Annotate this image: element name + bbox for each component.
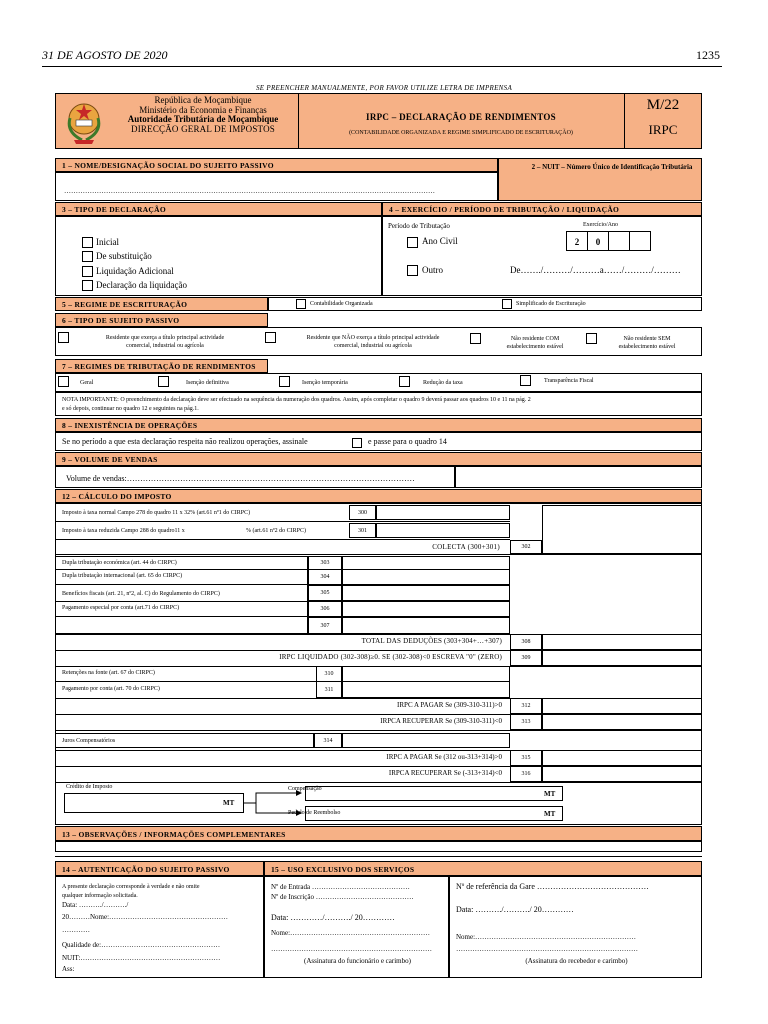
field-code-305: 305	[308, 585, 342, 601]
section-4-title: 4 – EXERCÍCIO / PERÍODO DE TRIBUTAÇÃO / LIQUIDAÇÃO	[389, 205, 620, 214]
section-8-header	[55, 418, 702, 432]
regime-definitive-exemption-checkbox[interactable]	[158, 376, 169, 387]
row-313-label: IRPCA RECUPERAR Se (309-310-311)<0	[380, 717, 502, 725]
value-303[interactable]	[342, 556, 510, 570]
regime-temporary-exemption-label: Isenção temporária	[302, 380, 348, 386]
tax-credit-field[interactable]	[64, 793, 244, 813]
regime-general-label: Geral	[80, 380, 94, 386]
authority-label: Autoridade Tributária de Moçambique	[127, 114, 279, 124]
page-date: 31 DE AGOSTO DE 2020	[42, 48, 168, 62]
organized-accounting-label: Contabilidade Organizada	[310, 301, 373, 307]
header-rule	[42, 66, 722, 67]
field-code-313: 313	[510, 714, 542, 730]
section-14-body	[55, 876, 264, 978]
value-312[interactable]	[542, 698, 702, 714]
authentication-name-cont: …………	[62, 926, 90, 934]
row-303-label: Dupla tributação económica (art. 44 do CIRPC)	[62, 560, 177, 566]
row-311-label: Pagamento por conta (art. 70 do CIRPC)	[62, 686, 160, 692]
section-3-header	[55, 202, 382, 216]
no-operations-next: e passe para o quadro 14	[368, 437, 447, 446]
important-note	[55, 392, 702, 416]
section-15-left	[264, 876, 449, 978]
decl-substitution-checkbox[interactable]	[82, 251, 93, 262]
year-digit[interactable]: 0	[587, 231, 609, 251]
value-305[interactable]	[342, 585, 510, 601]
value-304[interactable]	[342, 569, 510, 585]
instruction: SE PREENCHER MANUALMENTE, POR FAVOR UTILIZE LETRA DE IMPRENSA	[255, 84, 513, 92]
other-period-dates[interactable]: De……./………/………a……/………/………	[510, 265, 681, 275]
field-code-302: 302	[510, 540, 542, 554]
field-code-312: 312	[510, 698, 542, 714]
regime-temporary-exemption-checkbox[interactable]	[279, 376, 290, 387]
decl-substitution-label: De substituição	[96, 251, 152, 261]
section-5-title: 5 – REGIME DE ESCRITURAÇÃO	[62, 300, 188, 309]
row-302-label: COLECTA (300+301)	[432, 543, 500, 551]
sales-volume-label: Volume de vendas:………………………………………………………………………………………………	[66, 474, 415, 483]
form-title: IRPC – DECLARAÇÃO DE RENDIMENTOS	[366, 112, 556, 122]
section-15-header	[264, 861, 702, 876]
value-310[interactable]	[342, 666, 510, 682]
section-13-title: 13 – OBSERVAÇÕES / INFORMAÇÕES COMPLEMENTARES	[62, 830, 286, 839]
field-code-303: 303	[308, 556, 342, 570]
service-signature-line: ……………………………………………………………	[271, 945, 432, 953]
value-311[interactable]	[342, 681, 510, 698]
field-code-316: 316	[510, 766, 542, 782]
resident-noncommercial-checkbox[interactable]	[265, 332, 276, 343]
taxpayer-name-dots: ……………………………………………………………………………………………………………………………………………	[64, 187, 435, 195]
form-subtitle: (CONTABILIDADE ORGANIZADA E REGIME SIMPLIFICADO DE ESCRITURAÇÃO)	[349, 130, 573, 136]
section-9-header	[55, 452, 702, 466]
republic-label: República de Moçambique	[154, 95, 252, 105]
regime-transparency-label: Transparência Fiscal	[544, 378, 594, 384]
row-308-label: TOTAL DAS DEDUÇÕES (303+304+…+307)	[361, 637, 502, 645]
decl-additional-checkbox[interactable]	[82, 266, 93, 277]
section-1-title: 1 – NOME/DESIGNAÇÃO SOCIAL DO SUJEITO PASSIVO	[62, 161, 274, 170]
decl-liquidation-checkbox[interactable]	[82, 280, 93, 291]
tax-credit-label: Crédito de Imposto	[66, 784, 113, 790]
field-code-301: 301	[349, 523, 376, 538]
compensation-field[interactable]	[305, 786, 563, 801]
authentication-name[interactable]: 20………Nome:……………………………………………	[62, 913, 229, 921]
field-code-315: 315	[510, 750, 542, 766]
model-tax: IRPC	[648, 122, 678, 137]
section-15-title: 15 – USO EXCLUSIVO DOS SERVIÇOS	[271, 865, 415, 874]
section-15-right	[449, 876, 702, 978]
taxpayer-name-field[interactable]	[55, 172, 498, 201]
nonresident-with-label: Não residente COM estabelecimento estável	[506, 336, 564, 350]
section-3-title: 3 – TIPO DE DECLARAÇÃO	[62, 205, 166, 214]
field-code-314: 314	[314, 733, 342, 748]
currency-mt: MT	[544, 790, 556, 798]
refund-field[interactable]	[305, 806, 563, 821]
row-305-label: Benefícios fiscais (art. 21, nº2, al. C) do Regulamento do CIRPC)	[62, 591, 220, 597]
observations-field[interactable]	[55, 841, 702, 852]
section-4-header	[382, 202, 702, 216]
year-digit[interactable]	[608, 231, 630, 251]
entry-number[interactable]: Nº de Entrada ……………………………………	[271, 883, 410, 891]
value-315[interactable]	[542, 750, 702, 766]
authentication-signature[interactable]: Ass:	[62, 965, 75, 973]
regime-definitive-exemption-label: Isenção definitiva	[186, 380, 229, 386]
ministry-label: Ministério da Economia e Finanças	[139, 104, 267, 115]
row-315-label: IRPC A PAGAR Se (312 ou-313+314)>0	[386, 753, 502, 761]
service-date[interactable]: Data: …………/………./ 20…………	[271, 913, 395, 922]
row-312-label: IRPC A PAGAR Se (309-310-311)>0	[397, 701, 502, 709]
section-13-header	[55, 826, 702, 841]
value-300[interactable]	[376, 505, 510, 520]
directorate-label: DIRECÇÃO GERAL DE IMPOSTOS	[131, 123, 275, 134]
calendar-year-checkbox[interactable]	[407, 237, 418, 248]
refund-label: Pedido de Reembolso	[288, 810, 341, 816]
authentication-nuit[interactable]: NUIT:……………………………………………………	[62, 954, 221, 962]
row-301-suffix: % (art.61 nº2 do CIRPC)	[246, 528, 307, 534]
section-1-header	[55, 158, 498, 172]
receipt-date[interactable]: Data: ………./………./ 20…………	[456, 905, 574, 914]
official-signature-caption: (Assinatura do funcionário e carimbo)	[304, 957, 411, 965]
registration-number[interactable]: Nº de Inscrição ……………………………………	[271, 893, 414, 901]
authentication-date[interactable]: Data: ………./………./	[62, 901, 129, 909]
section-2-nuit[interactable]	[498, 158, 702, 201]
year-digits[interactable]	[566, 231, 651, 251]
row-306-label: Pagamento especial por conta (art.71 do CIRPC)	[62, 605, 180, 611]
value-302[interactable]	[542, 505, 702, 554]
field-code-304: 304	[308, 569, 342, 585]
section-7-title: 7 – REGIMES DE TRIBUTAÇÃO DE RENDIMENTOS	[62, 362, 256, 371]
organized-accounting-checkbox[interactable]	[296, 299, 306, 309]
other-period-checkbox[interactable]	[407, 265, 418, 276]
regime-transparency-checkbox[interactable]	[520, 375, 531, 386]
year-digit[interactable]: 2	[566, 231, 588, 251]
value-314[interactable]	[342, 733, 510, 748]
model-code: M/22	[646, 97, 680, 113]
resident-commercial-checkbox[interactable]	[58, 332, 69, 343]
field-code-307: 307	[308, 617, 342, 634]
page-number: 1235	[696, 48, 720, 62]
section-8-title: 8 – INEXISTÊNCIA DE OPERAÇÕES	[62, 421, 198, 430]
currency-mt: MT	[544, 810, 556, 818]
important-note-line-1: NOTA IMPORTANTE: O preenchimento da declaração deve ser efectuado na sequência da numeração dos quadros. Assim, após completar o quadro 9 deverá passar aos quadros 10 e 11 na pág. 2	[62, 397, 531, 403]
receiver-name[interactable]: Nome:……………………………………………………………	[456, 933, 637, 941]
row-314-label: Juros Compensatórios	[62, 738, 116, 744]
section-12-title: 12 – CÁLCULO DO IMPOSTO	[62, 492, 172, 501]
section-14-header	[55, 861, 264, 876]
section-6-title: 6 – TIPO DE SUJEITO PASSIVO	[62, 316, 180, 325]
receiver-signature-caption: (Assinatura do recebedor e carimbo)	[525, 957, 628, 965]
field-code-310: 310	[316, 666, 342, 682]
service-name[interactable]: Nome:……………………………………………………	[271, 929, 431, 937]
other-period-label: Outro	[422, 265, 443, 275]
simplified-bookkeeping-checkbox[interactable]	[502, 299, 512, 309]
simplified-bookkeeping-label: Simplificado de Escrituração	[516, 301, 586, 307]
compensation-label: Compensação	[288, 786, 322, 792]
year-label: Exercício/Ano	[583, 222, 618, 228]
row-310-label: Retenções na fonte (art. 67 do CIRPC)	[62, 670, 155, 676]
field-code-311: 311	[316, 681, 342, 698]
row-316-label: IRPCA RECUPERAR Se (-313+314)<0	[388, 769, 502, 777]
section-6-header	[55, 313, 268, 327]
important-note-line-2: e só depois, continuar no quadro 12 e seguintes na pág.1.	[62, 406, 199, 412]
field-code-308: 308	[510, 634, 542, 650]
period-label: Período de Tributação	[388, 222, 450, 230]
section-2-title: 2 – NUIT – Número Único de Identificação Tributária	[531, 163, 693, 171]
resident-commercial-label: Residente que exerça a título principal actividade comercial, industrial ou agrícola	[105, 335, 225, 349]
authentication-capacity[interactable]: Qualidade de:……………………………………………	[62, 941, 221, 949]
authentication-statement-2: qualquer informação solicitada.	[62, 893, 138, 899]
decl-initial-checkbox[interactable]	[82, 237, 93, 248]
gare-reference[interactable]: Nº de referência da Gare ……………………………………	[456, 882, 649, 891]
nonresident-without-label: Não residente SEM estabelecimento estável	[618, 336, 676, 350]
value-316[interactable]	[542, 766, 702, 782]
value-301[interactable]	[376, 523, 510, 538]
emblem-icon	[60, 96, 108, 146]
sales-volume-field[interactable]	[55, 466, 455, 488]
regime-reduced-rate-checkbox[interactable]	[399, 376, 410, 387]
section-7-header	[55, 359, 268, 373]
section-8-body	[55, 432, 702, 451]
row-301-label: Imposto à taxa reduzida Campo 288 do quadro11 x	[62, 528, 185, 534]
section-12-header	[55, 489, 702, 503]
section-14-title: 14 – AUTENTICAÇÃO DO SUJEITO PASSIVO	[62, 865, 230, 874]
value-308[interactable]	[542, 634, 702, 650]
value-313[interactable]	[542, 714, 702, 730]
row-309-label: IRPC LIQUIDADO (302-308)≥0. SE (302-308)<0 ESCREVA "0" (ZERO)	[279, 653, 502, 661]
issuer-block	[110, 96, 296, 134]
section-9-title: 9 – VOLUME DE VENDAS	[62, 455, 158, 464]
resident-noncommercial-label: Residente que NÃO exerça a título principal actividade comercial, industrial ou agrícola	[306, 335, 440, 349]
section-5-header	[55, 297, 268, 311]
field-code-300: 300	[349, 505, 376, 520]
field-code-306: 306	[308, 601, 342, 617]
decl-additional-label: Liquidação Adicional	[96, 266, 174, 276]
no-operations-checkbox[interactable]	[352, 438, 362, 448]
regime-reduced-rate-label: Redução da taxa	[423, 380, 463, 386]
calendar-year-label: Ano Civil	[422, 236, 458, 246]
decl-liquidation-label: Declaração da liquidação	[96, 280, 187, 290]
value-309[interactable]	[542, 650, 702, 666]
value-306[interactable]	[342, 601, 510, 617]
value-307[interactable]	[342, 617, 510, 634]
field-code-309: 309	[510, 650, 542, 666]
receiver-signature-line: ……………………………………………………………………	[456, 945, 638, 953]
currency-mt: MT	[223, 799, 235, 807]
authentication-statement: A presente declaração corresponde à verdade e não omite	[62, 884, 200, 890]
regime-general-checkbox[interactable]	[58, 376, 69, 387]
year-digit[interactable]	[629, 231, 651, 251]
section-7-body	[55, 373, 702, 392]
row-300-label: Imposto à taxa normal Campo 278 do quadro 11 x 32% (art.61 nº1 do CIRPC)	[62, 510, 251, 516]
decl-initial-label: Inicial	[96, 237, 119, 247]
no-operations-text: Se no período a que esta declaração respeita não realizou operações, assinale	[62, 437, 308, 446]
row-304-label: Dupla tributação internacional (art. 65 do CIRPC)	[62, 573, 183, 579]
